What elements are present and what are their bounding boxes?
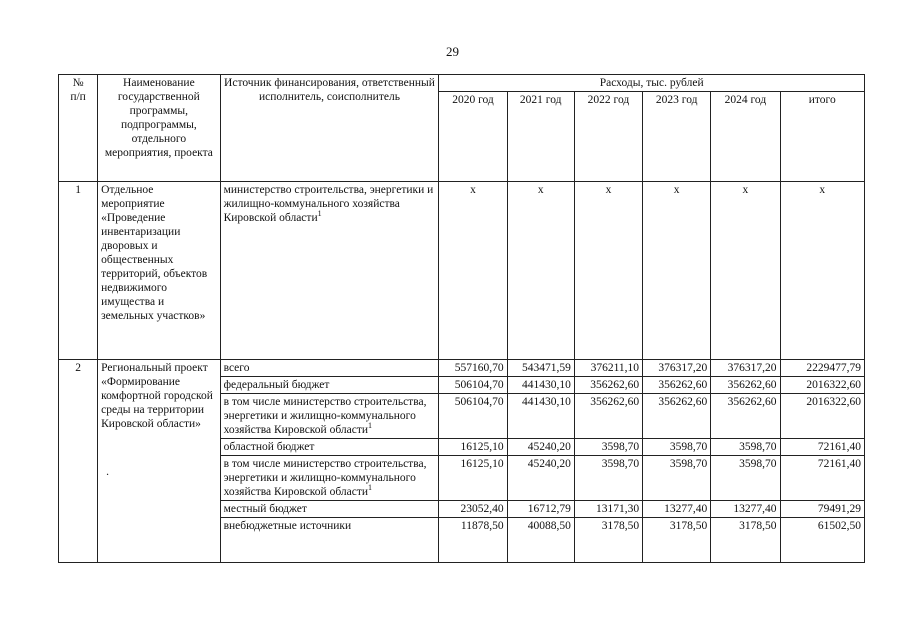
row2-name: Региональный проект «Формирование комфортной городской среды на территории Кировской области» .: [98, 360, 220, 563]
row2-num: 2: [59, 360, 98, 563]
row2-val: 13277,40: [711, 501, 780, 518]
row1-val: х: [507, 182, 574, 360]
row2-val: 356262,60: [643, 377, 711, 394]
row2-val: 356262,60: [574, 394, 642, 439]
row2-val: 72161,40: [780, 456, 864, 501]
row2-val: 543471,59: [507, 360, 574, 377]
row2-val: 506104,70: [439, 394, 507, 439]
year-2021: 2021 год: [507, 92, 574, 182]
year-2024: 2024 год: [711, 92, 780, 182]
row2-val: 16712,79: [507, 501, 574, 518]
row2-val: 40088,50: [507, 518, 574, 535]
budget-table: [58, 74, 865, 563]
row2-val: 3598,70: [643, 456, 711, 501]
row2-val: 23052,40: [439, 501, 507, 518]
row2-source: областной бюджет: [220, 439, 439, 456]
row2-val: 61502,50: [780, 518, 864, 535]
row2-val: 376211,10: [574, 360, 642, 377]
row2-source: всего: [220, 360, 439, 377]
filler-cell: [780, 534, 864, 562]
row1-val: х: [780, 182, 864, 360]
filler-cell: [507, 534, 574, 562]
header-expenses: Расходы, тыс. рублей: [439, 75, 865, 92]
row2-val: 3598,70: [574, 456, 642, 501]
filler-cell: [220, 534, 439, 562]
row2-val: 45240,20: [507, 456, 574, 501]
row2-val: 3178,50: [643, 518, 711, 535]
row2-val: 16125,10: [439, 439, 507, 456]
year-2020: 2020 год: [439, 92, 507, 182]
row2-val: 72161,40: [780, 439, 864, 456]
year-2023: 2023 год: [643, 92, 711, 182]
row2-val: 11878,50: [439, 518, 507, 535]
row2-val: 376317,20: [711, 360, 780, 377]
header-row: [59, 75, 865, 92]
page-number: 29: [446, 44, 459, 59]
row2-val: 3178,50: [711, 518, 780, 535]
row2-val: 3598,70: [574, 439, 642, 456]
header-name: Наименование государственной программы, подпрограммы, отдельного мероприятия, проекта: [98, 75, 220, 182]
row2-val: 356262,60: [643, 394, 711, 439]
row2-source: местный бюджет: [220, 501, 439, 518]
row2-val: 3598,70: [711, 439, 780, 456]
row2-val: 2016322,60: [780, 377, 864, 394]
row2-source: федеральный бюджет: [220, 377, 439, 394]
header-source: Источник финансирования, ответственный исполнитель, соисполнитель: [220, 75, 439, 182]
row2-val: 13171,30: [574, 501, 642, 518]
row2-val: 2229477,79: [780, 360, 864, 377]
row2-val: 16125,10: [439, 456, 507, 501]
row2-val: 45240,20: [507, 439, 574, 456]
row1-source: министерство строительства, энергетики и жилищно-коммунального хозяйства Кировской области$^1$: [220, 182, 439, 360]
row2-val: 356262,60: [711, 377, 780, 394]
row2-source: в том числе министерство строительства, энергетики и жилищно-коммунального хозяйства Кировской области$^1$: [220, 456, 439, 501]
row2-val: 441430,10: [507, 377, 574, 394]
row2-source: в том числе министерство строительства, энергетики и жилищно-коммунального хозяйства Кировской области$^1$: [220, 394, 439, 439]
row1-val: х: [711, 182, 780, 360]
row2-val: 79491,29: [780, 501, 864, 518]
filler-cell: [439, 534, 507, 562]
row1-name: Отдельное мероприятие «Проведение инвентаризации дворовых и общественных территорий, объектов недвижимого имущества и земельных участков»: [98, 182, 220, 360]
row2-val: 3178,50: [574, 518, 642, 535]
row2-val: 557160,70: [439, 360, 507, 377]
row1-val: х: [643, 182, 711, 360]
table-row: [59, 182, 865, 360]
filler-cell: [711, 534, 780, 562]
row1-val: х: [439, 182, 507, 360]
row2-source: внебюджетные источники: [220, 518, 439, 535]
row2-val: 2016322,60: [780, 394, 864, 439]
row2-val: 356262,60: [574, 377, 642, 394]
table-row: [59, 360, 865, 377]
row1-num: 1: [59, 182, 98, 360]
filler-cell: [574, 534, 642, 562]
row1-val: х: [574, 182, 642, 360]
header-num: № п/п: [59, 75, 98, 182]
row2-val: 376317,20: [643, 360, 711, 377]
row2-val: 13277,40: [643, 501, 711, 518]
year-total: итого: [780, 92, 864, 182]
filler-cell: [643, 534, 711, 562]
row2-val: 3598,70: [643, 439, 711, 456]
row2-val: 356262,60: [711, 394, 780, 439]
row2-val: 506104,70: [439, 377, 507, 394]
row2-val: 3598,70: [711, 456, 780, 501]
year-2022: 2022 год: [574, 92, 642, 182]
row2-val: 441430,10: [507, 394, 574, 439]
